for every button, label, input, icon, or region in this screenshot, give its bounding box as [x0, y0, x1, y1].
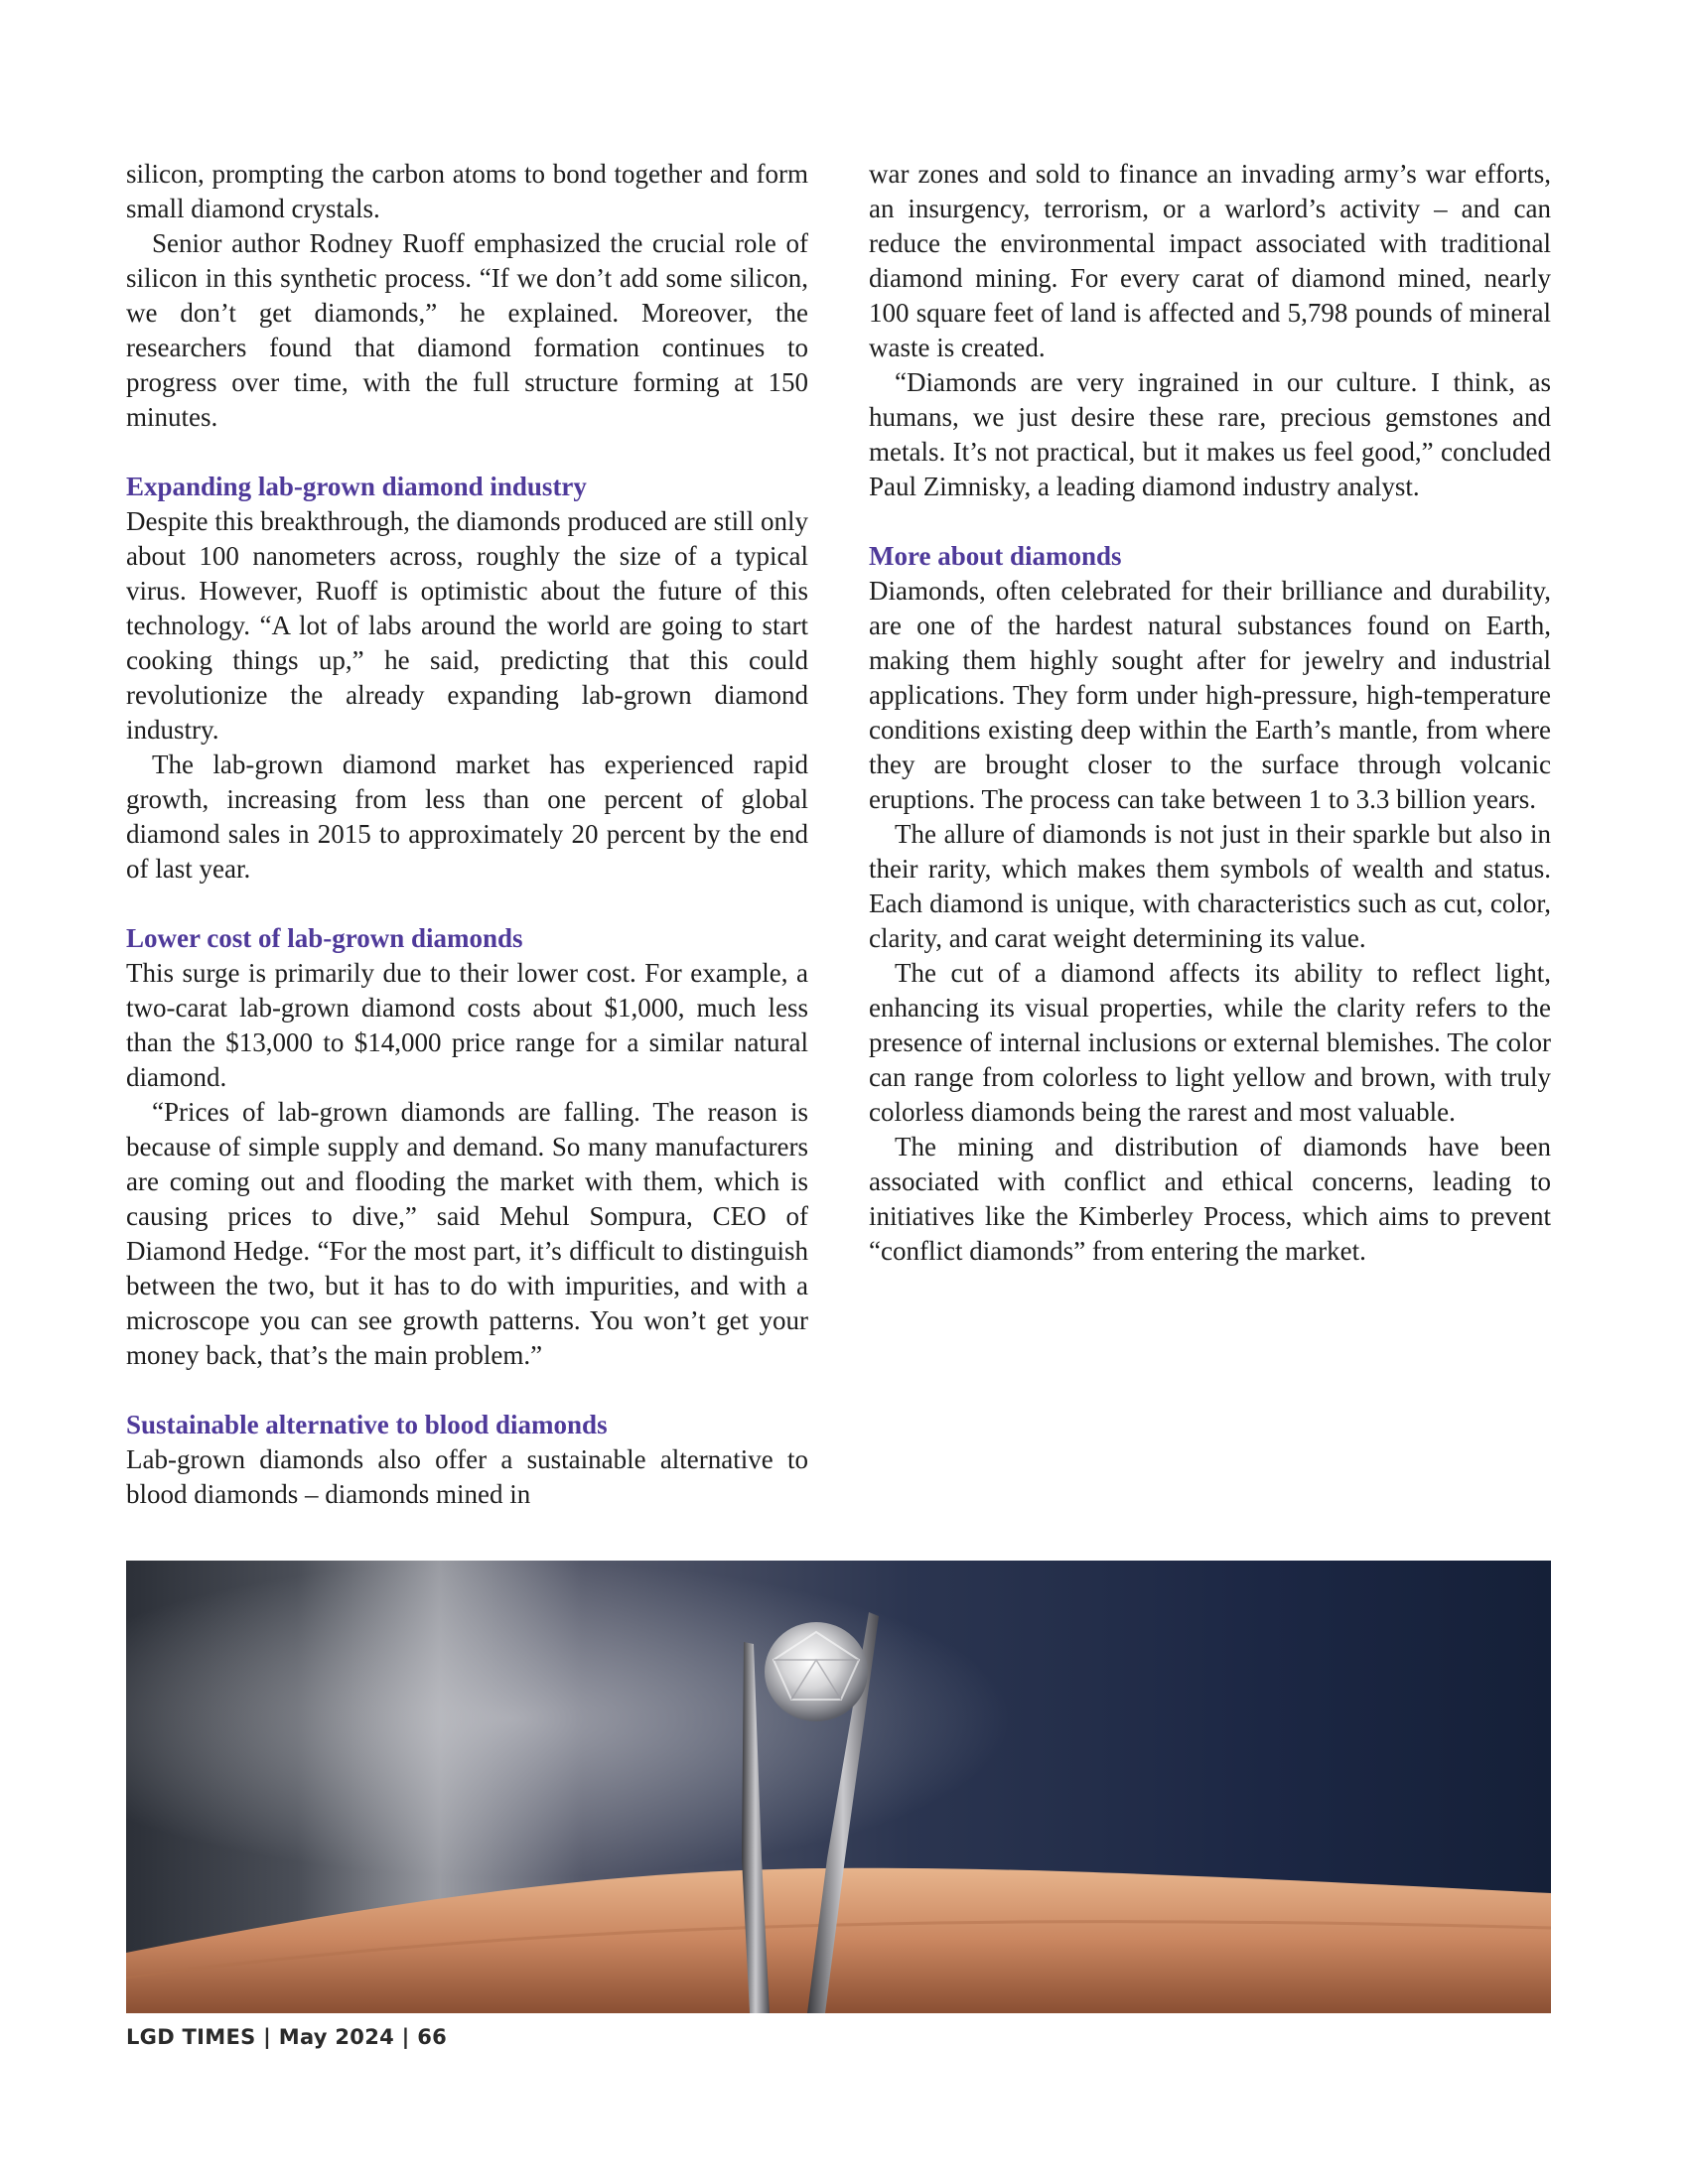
paragraph: This surge is primarily due to their lower cost. For example, a two-carat lab-grown diamond costs about $1,000, much less than the $13,000 to $14,000 price range for a similar natural diamond. — [126, 958, 808, 1092]
paragraph: The lab-grown diamond market has experienced rapid growth, increasing from less than one percent of global diamond sales in 2015 to approximately 20 percent by the end of last year. — [126, 750, 808, 884]
section-heading: Sustainable alternative to blood diamonds — [126, 1410, 608, 1439]
paragraph: Lab-grown diamonds also offer a sustainable alternative to blood diamonds – diamonds mined in — [126, 1444, 808, 1509]
section-heading: More about diamonds — [869, 541, 1122, 571]
paragraph: The mining and distribution of diamonds have been associated with conflict and ethical concerns, leading to initiatives like the Kimberley Process, which aims to prevent “conflict diamonds” from entering the market. — [869, 1132, 1551, 1266]
paragraph: war zones and sold to finance an invading army’s war efforts, an insurgency, terrorism, or a warlord’s activity – and can reduce the environmental impact associated with traditional diamond mining. For every carat of diamond mined, nearly 100 square feet of land is affected and 5,798 pounds of mineral waste is created. — [869, 159, 1551, 362]
diamond-tweezers-photo — [126, 1561, 1551, 2013]
page-footer: LGD TIMES | May 2024 | 66 — [126, 2025, 448, 2049]
paragraph: Senior author Rodney Ruoff emphasized the crucial role of silicon in this synthetic process. “If we don’t add some silicon, we don’t get diamonds,” he explained. Moreover, the researchers found that diamond formation continues to progress over time, with the full structure forming at 150 minutes. — [126, 228, 808, 432]
paragraph: Diamonds, often celebrated for their brilliance and durability, are one of the hardest natural substances found on Earth, making them highly sought after for jewelry and industrial applications. They form under high-pressure, high-temperature conditions existing deep within the Earth’s mantle, from where they are brought closer to the surface through volcanic eruptions. The process can take between 1 to 3.3 billion years. — [869, 576, 1551, 814]
photo-illustration — [126, 1561, 1551, 2013]
paragraph: “Prices of lab-grown diamonds are falling. The reason is because of simple supply and demand. So many manufacturers are coming out and flooding the market with them, which is causing prices to dive,” said Mehul Sompura, CEO of Diamond Hedge. “For the most part, it’s difficult to distinguish between the two, but it has to do with impurities, and with a microscope you can see growth patterns. You won’t get your money back, that’s the main problem.” — [126, 1097, 808, 1370]
paragraph: The cut of a diamond affects its ability to reflect light, enhancing its visual properties, while the clarity refers to the presence of internal inclusions or external blemishes. The color can range from colorless to light yellow and brown, with truly colorless diamonds being the rarest and most valuable. — [869, 958, 1551, 1127]
paragraph: Despite this breakthrough, the diamonds produced are still only about 100 nanometers across, roughly the size of a typical virus. However, Ruoff is optimistic about the future of this technology. “A lot of labs around the world are going to start cooking things up,” he said, predicting that this could revolutionize the already expanding lab-grown diamond industry. — [126, 506, 808, 745]
section-heading: Lower cost of lab-grown diamonds — [126, 923, 523, 953]
paragraph: The allure of diamonds is not just in their sparkle but also in their rarity, which makes them symbols of wealth and status. Each diamond is unique, with characteristics such as cut, color, clarity, and carat weight determining its value. — [869, 819, 1551, 953]
right-column — [869, 157, 1551, 1269]
paragraph: “Diamonds are very ingrained in our culture. I think, as humans, we just desire these rare, precious gemstones and metals. It’s not practical, but it makes us feel good,” concluded Paul Zimnisky, a leading diamond industry analyst. — [869, 367, 1551, 501]
section-heading: Expanding lab-grown diamond industry — [126, 472, 587, 501]
left-column — [126, 157, 808, 1512]
paragraph: silicon, prompting the carbon atoms to bond together and form small diamond crystals. — [126, 159, 808, 223]
